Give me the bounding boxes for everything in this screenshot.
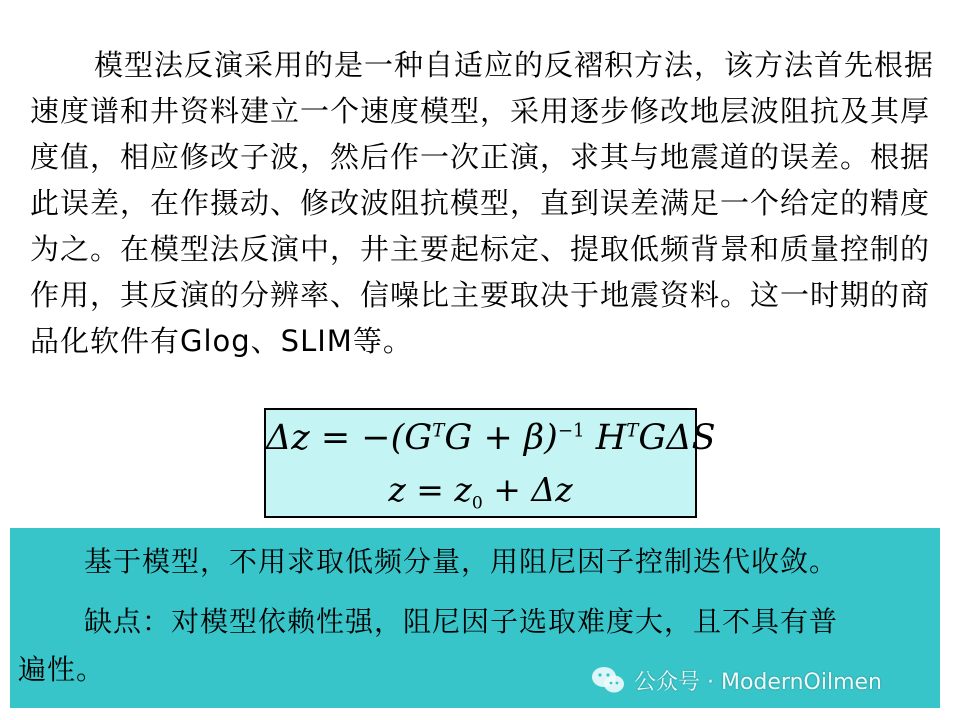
main-paragraph: [30, 42, 935, 364]
formula-2-sub: 0: [471, 493, 483, 514]
formula-1-sup-t: T: [432, 420, 445, 442]
watermark-text: 公众号 · ModernOilmen: [634, 669, 882, 695]
formula-1-lhs: Δz = −(G: [266, 418, 433, 458]
disadvantage-text-line2: 遍性。: [18, 653, 106, 686]
formula-1-sup-inverse: −1: [557, 420, 585, 442]
disadvantage-text-line1: 缺点：对模型依赖性强，阻尼因子选取难度大，且不具有普: [84, 605, 839, 638]
formula-1-rhs: GΔS: [638, 418, 716, 458]
advantage-text: 基于模型，不用求取低频分量，用阻尼因子控制迭代收敛。: [84, 545, 839, 578]
formula-line-1: [266, 418, 716, 458]
wechat-icon: [590, 665, 626, 695]
watermark: [590, 660, 882, 700]
formula-box: [264, 408, 716, 518]
formula-1-h: H: [584, 418, 627, 458]
formula-2-lhs: z = z: [388, 470, 472, 509]
formula-1-sup-t2: T: [626, 420, 639, 442]
formula-1-mid: G + β): [444, 418, 558, 458]
paragraph-text: 模型法反演采用的是一种自适应的反褶积方法，该方法首先根据速度谱和井资料建立一个速度模型，采用逐步修改地层波阻抗及其厚度值，相应修改子波，然后作一次正演，求其与地震道的误差。根据此误差，在作摄动、修改波阻抗模型，直到误差满足一个给定的精度为之。在模型法反演中，井主要起标定、提取低频背景和质量控制的作用，其反演的分辨率、信噪比主要取决于地震资料。这一时期的商品化软件有Glog、SLIM等。: [30, 48, 935, 358]
formula-2-rhs: + Δz: [482, 470, 573, 509]
formula-line-2: [266, 470, 695, 514]
